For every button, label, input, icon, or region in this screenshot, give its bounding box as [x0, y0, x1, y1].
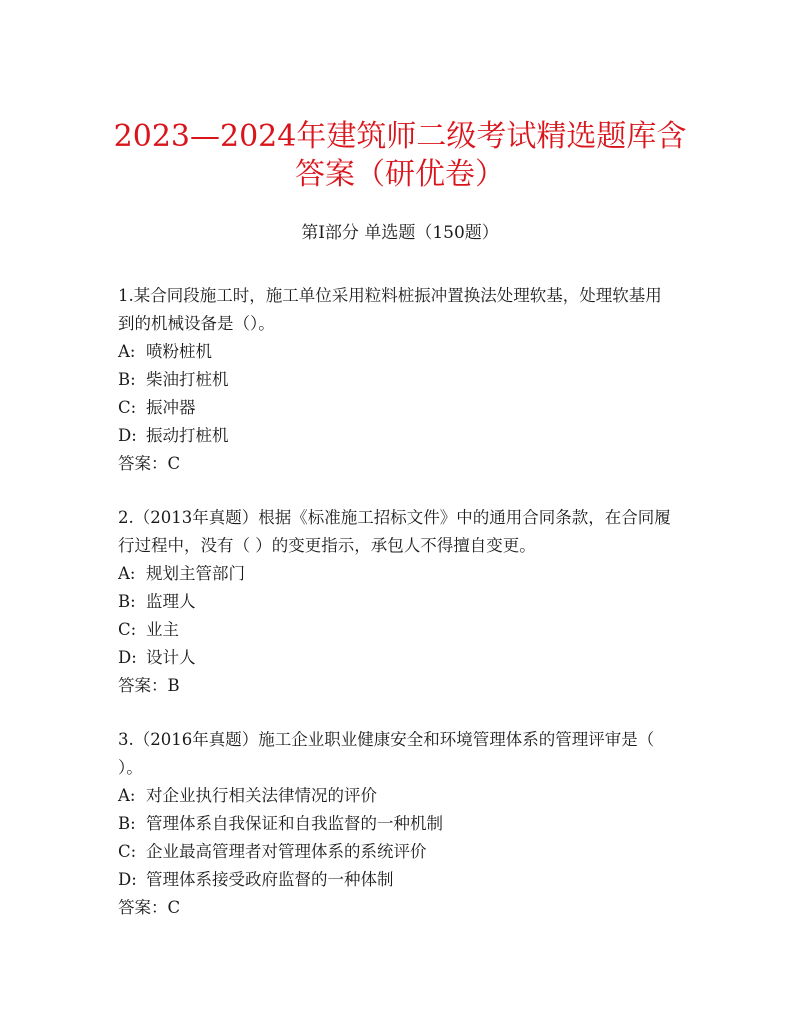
option-text: 喷粉桩机	[146, 342, 212, 361]
question-3	[118, 726, 678, 922]
option-a	[118, 560, 678, 588]
option-key: A:	[118, 564, 136, 583]
option-key: A:	[118, 786, 136, 805]
option-text: 业主	[146, 620, 179, 639]
option-key: B:	[118, 370, 136, 389]
option-key: B:	[118, 814, 136, 833]
option-text: 设计人	[146, 648, 196, 667]
option-d	[118, 866, 678, 894]
option-key: C:	[118, 842, 137, 861]
option-c	[118, 394, 678, 422]
question-stem: 1.某合同段施工时，施工单位采用粒料桩振冲置换法处理软基，处理软基用到的机械设备是（）。	[118, 286, 662, 333]
option-a	[118, 338, 678, 366]
answer-line: 答案：C	[118, 454, 181, 473]
question-stem: 2.（2013年真题）根据《标准施工招标文件》中的通用合同条款，在合同履行过程中，没有（ ）的变更指示，承包人不得擅自变更。	[118, 508, 671, 555]
question-stem: 3.（2016年真题）施工企业职业健康安全和环境管理体系的管理评审是（ ）。	[118, 730, 655, 777]
option-key: A:	[118, 342, 136, 361]
option-text: 振冲器	[146, 398, 196, 417]
option-c	[118, 838, 678, 866]
answer-line: 答案：B	[118, 676, 180, 695]
question-1	[118, 282, 678, 478]
option-d	[118, 422, 678, 450]
option-a	[118, 782, 678, 810]
option-c	[118, 616, 678, 644]
option-b	[118, 366, 678, 394]
document-title: 2023—2024年建筑师二级考试精选题库含答案（研优卷）	[113, 119, 687, 192]
option-text: 监理人	[146, 592, 196, 611]
option-text: 对企业执行相关法律情况的评价	[146, 786, 377, 805]
answer-line: 答案：C	[118, 898, 181, 917]
option-key: D:	[118, 426, 137, 445]
option-text: 企业最高管理者对管理体系的系统评价	[146, 842, 427, 861]
option-text: 管理体系自我保证和自我监督的一种机制	[146, 814, 443, 833]
option-text: 管理体系接受政府监督的一种体制	[146, 870, 394, 889]
option-b	[118, 810, 678, 838]
question-list	[118, 282, 678, 948]
question-2	[118, 504, 678, 700]
section-heading: 第I部分 单选题（150题）	[301, 223, 499, 243]
option-d	[118, 644, 678, 672]
option-key: C:	[118, 398, 137, 417]
option-text: 振动打桩机	[146, 426, 229, 445]
option-key: B:	[118, 592, 136, 611]
option-text: 柴油打桩机	[146, 370, 229, 389]
option-b	[118, 588, 678, 616]
option-key: C:	[118, 620, 137, 639]
option-text: 规划主管部门	[146, 564, 245, 583]
option-key: D:	[118, 870, 137, 889]
option-key: D:	[118, 648, 137, 667]
